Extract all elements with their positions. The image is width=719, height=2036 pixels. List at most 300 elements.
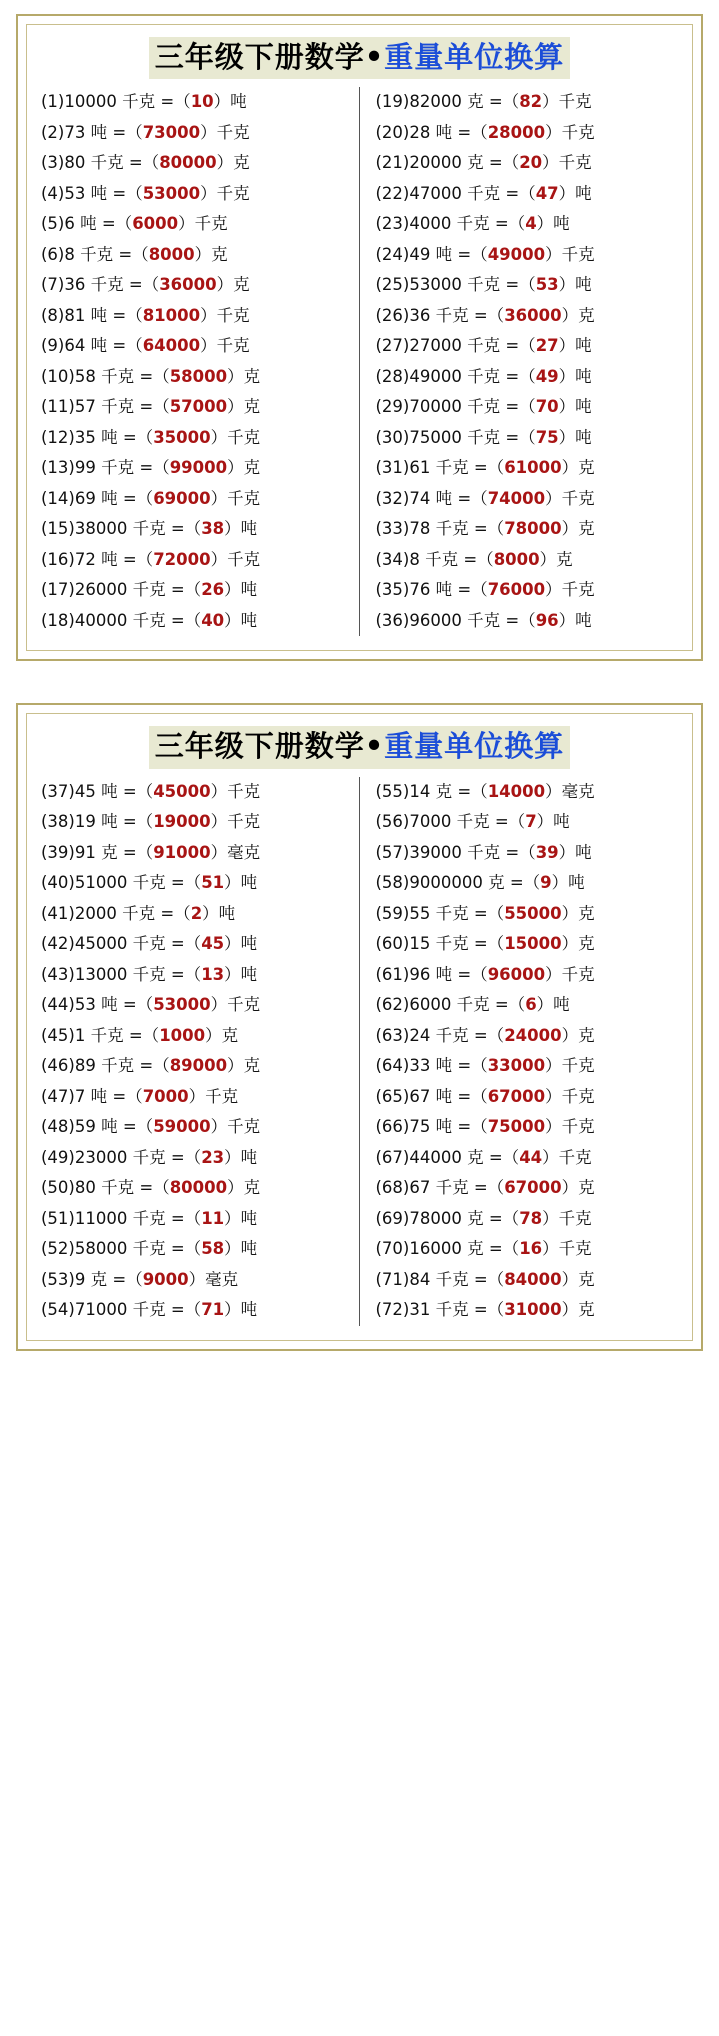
page-title-row	[39, 37, 680, 79]
question-item	[39, 514, 347, 545]
question-item	[374, 777, 681, 808]
question-answer: 39	[535, 842, 559, 862]
question-unit: ）吨	[224, 580, 258, 600]
question-unit: ）千克	[542, 1239, 592, 1258]
question-prompt: (35)76 吨 =（	[375, 580, 488, 600]
question-answer: 51	[201, 873, 225, 892]
question-answer: 96	[535, 610, 559, 630]
question-unit: ）吨	[224, 873, 258, 892]
question-answer: 26	[201, 580, 225, 600]
question-item	[39, 1234, 347, 1265]
question-item	[39, 148, 347, 179]
question-unit: ）毫克	[210, 842, 261, 862]
question-prompt: (64)33 吨 =（	[375, 1056, 488, 1075]
question-answer: 75	[535, 427, 559, 447]
question-prompt: (10)58 千克 =（	[41, 366, 170, 386]
question-prompt: (72)31 千克 =（	[375, 1300, 505, 1319]
question-prompt: (65)67 吨 =（	[375, 1086, 488, 1106]
question-prompt: (40)51000 千克 =（	[41, 873, 202, 892]
question-answer: 64000	[142, 336, 201, 356]
question-prompt: (30)75000 千克 =（	[375, 427, 536, 447]
question-item	[39, 453, 347, 484]
question-item	[374, 575, 681, 606]
question-unit: ）吨	[224, 964, 258, 984]
question-prompt: (56)7000 千克 =（	[375, 812, 526, 831]
question-unit: ）千克	[545, 580, 595, 600]
question-unit: ）克	[561, 305, 595, 325]
question-answer: 78	[519, 1208, 543, 1228]
question-item	[374, 179, 681, 210]
question-unit: ）克	[561, 1269, 595, 1289]
question-answer: 76000	[487, 580, 546, 600]
question-unit: ）吨	[558, 366, 592, 386]
question-item	[374, 1143, 681, 1174]
question-answer: 40	[201, 610, 225, 630]
question-unit: ）克	[227, 397, 261, 417]
question-answer: 19000	[153, 812, 211, 831]
question-answer: 69000	[153, 488, 211, 508]
question-item	[39, 423, 347, 454]
question-unit: ）千克	[542, 153, 592, 173]
question-answer: 67000	[504, 1178, 562, 1197]
question-column-left	[39, 87, 360, 636]
question-unit: ）千克	[200, 183, 250, 203]
question-unit: ）千克	[210, 549, 261, 569]
question-unit: ）克	[227, 1056, 261, 1075]
question-answer: 58000	[169, 366, 228, 386]
question-unit: ）吨	[558, 842, 592, 862]
question-unit: ）吨	[558, 183, 592, 203]
question-item	[39, 301, 347, 332]
question-unit: ）毫克	[188, 1269, 239, 1289]
question-unit: ）千克	[200, 336, 250, 356]
question-column-right	[360, 777, 681, 1326]
question-prompt: (45)1 千克 =（	[41, 1025, 160, 1045]
question-unit: ）吨	[558, 275, 592, 295]
question-item	[374, 1295, 681, 1326]
question-answer: 10	[190, 92, 214, 112]
page-title	[149, 37, 571, 79]
question-unit: ）千克	[545, 244, 595, 264]
question-item	[374, 838, 681, 869]
question-columns	[39, 777, 680, 1326]
question-prompt: (63)24 千克 =（	[375, 1025, 505, 1045]
page-border-outer	[16, 703, 703, 1350]
question-prompt: (17)26000 千克 =（	[41, 580, 202, 600]
question-prompt: (8)81 吨 =（	[41, 305, 143, 325]
question-answer: 91000	[153, 842, 211, 862]
page-title-row	[39, 726, 680, 768]
question-item	[39, 392, 347, 423]
question-item	[39, 575, 347, 606]
question-prompt: (14)69 吨 =（	[41, 488, 154, 508]
question-prompt: (36)96000 千克 =（	[375, 610, 536, 630]
page-border-inner	[26, 713, 693, 1340]
question-answer: 45000	[153, 781, 211, 801]
question-answer: 13	[201, 964, 225, 984]
question-answer: 11	[201, 1208, 225, 1228]
question-answer: 27	[535, 336, 559, 356]
question-unit: ）吨	[551, 873, 585, 892]
question-item	[374, 807, 681, 838]
question-prompt: (37)45 吨 =（	[41, 781, 154, 801]
question-item	[374, 301, 681, 332]
question-prompt: (62)6000 千克 =（	[375, 995, 526, 1014]
question-item	[374, 868, 681, 899]
question-item	[374, 929, 681, 960]
question-item	[374, 270, 681, 301]
question-prompt: (43)13000 千克 =（	[41, 964, 202, 984]
question-answer: 9000	[142, 1269, 189, 1289]
question-prompt: (25)53000 千克 =（	[375, 275, 536, 295]
question-unit: ）克	[227, 366, 261, 386]
question-item	[374, 209, 681, 240]
question-unit: ）克	[216, 275, 250, 295]
question-item	[374, 960, 681, 991]
question-prompt: (60)15 千克 =（	[375, 934, 505, 953]
question-answer: 36000	[159, 275, 217, 295]
question-prompt: (41)2000 千克 =（	[41, 903, 191, 923]
question-answer: 23	[201, 1147, 225, 1167]
question-unit: ）吨	[558, 427, 592, 447]
question-unit: ）克	[561, 1178, 595, 1197]
question-item	[39, 362, 347, 393]
question-unit: ）克	[561, 903, 595, 923]
question-item	[39, 899, 347, 930]
question-answer: 6	[525, 995, 537, 1014]
question-item	[39, 1021, 347, 1052]
question-item	[39, 484, 347, 515]
question-prompt: (55)14 克 =（	[375, 781, 488, 801]
question-prompt: (50)80 千克 =（	[41, 1178, 170, 1197]
question-unit: ）克	[561, 458, 595, 478]
question-item	[39, 179, 347, 210]
question-answer: 53	[535, 275, 559, 295]
question-unit: ）千克	[210, 427, 261, 447]
question-unit: ）千克	[545, 1117, 595, 1136]
question-item	[374, 148, 681, 179]
question-prompt: (27)27000 千克 =（	[375, 336, 536, 356]
question-item	[374, 423, 681, 454]
question-unit: ）千克	[200, 122, 250, 142]
question-prompt: (71)84 千克 =（	[375, 1269, 505, 1289]
question-item	[374, 362, 681, 393]
question-unit: ）千克	[178, 214, 228, 234]
question-item	[39, 545, 347, 576]
question-prompt: (66)75 吨 =（	[375, 1117, 488, 1136]
question-answer: 53000	[153, 995, 211, 1014]
question-item	[39, 807, 347, 838]
question-answer: 45	[201, 934, 225, 953]
page-border-outer	[16, 14, 703, 661]
question-unit: ）吨	[558, 397, 592, 417]
question-prompt: (53)9 克 =（	[41, 1269, 143, 1289]
question-item	[39, 1295, 347, 1326]
question-item	[374, 392, 681, 423]
question-prompt: (5)6 吨 =（	[41, 214, 133, 234]
question-prompt: (31)61 千克 =（	[375, 458, 505, 478]
question-prompt: (2)73 吨 =（	[41, 122, 143, 142]
question-answer: 8000	[148, 244, 195, 264]
question-answer: 49000	[487, 244, 546, 264]
question-unit: ）千克	[545, 1086, 595, 1106]
question-prompt: (16)72 吨 =（	[41, 549, 154, 569]
question-answer: 80000	[159, 153, 217, 173]
question-item	[374, 1112, 681, 1143]
question-prompt: (61)96 吨 =（	[375, 964, 488, 984]
question-unit: ）千克	[210, 781, 261, 801]
question-unit: ）吨	[224, 1208, 258, 1228]
question-prompt: (4)53 吨 =（	[41, 183, 143, 203]
question-answer: 59000	[153, 1117, 211, 1136]
question-prompt: (32)74 吨 =（	[375, 488, 488, 508]
question-prompt: (22)47000 千克 =（	[375, 183, 536, 203]
question-unit: ）克	[539, 549, 573, 569]
question-answer: 4	[525, 214, 537, 234]
page-title-topic: 重量单位换算	[384, 40, 565, 74]
question-item	[39, 1082, 347, 1113]
question-item	[374, 331, 681, 362]
question-prompt: (34)8 千克 =（	[375, 549, 494, 569]
question-item	[374, 1021, 681, 1052]
question-unit: ）吨	[536, 812, 570, 831]
page-title-subject: 三年级下册数学•	[154, 729, 385, 764]
question-columns	[39, 87, 680, 636]
question-answer: 24000	[504, 1025, 562, 1045]
question-column-left	[39, 777, 360, 1326]
question-prompt: (19)82000 克 =（	[375, 92, 520, 112]
question-answer: 20	[519, 153, 543, 173]
question-item	[39, 1173, 347, 1204]
question-unit: ）吨	[224, 610, 258, 630]
question-item	[39, 868, 347, 899]
question-prompt: (48)59 吨 =（	[41, 1117, 154, 1136]
question-item	[39, 1204, 347, 1235]
question-item	[39, 331, 347, 362]
question-unit: ）千克	[545, 964, 595, 984]
question-prompt: (24)49 吨 =（	[375, 244, 488, 264]
question-unit: ）千克	[542, 1147, 592, 1167]
question-item	[374, 1082, 681, 1113]
question-item	[374, 1173, 681, 1204]
question-unit: ）吨	[213, 92, 247, 112]
question-unit: ）吨	[558, 610, 592, 630]
question-answer: 89000	[169, 1056, 228, 1075]
question-prompt: (54)71000 千克 =（	[41, 1300, 202, 1319]
question-answer: 16	[519, 1239, 543, 1258]
question-item	[374, 1234, 681, 1265]
question-prompt: (59)55 千克 =（	[375, 903, 505, 923]
question-answer: 14000	[487, 781, 546, 801]
question-prompt: (11)57 千克 =（	[41, 397, 170, 417]
question-prompt: (21)20000 克 =（	[375, 153, 520, 173]
question-unit: ）克	[561, 1300, 595, 1319]
question-answer: 78000	[504, 519, 562, 539]
question-prompt: (20)28 吨 =（	[375, 122, 488, 142]
question-item	[374, 87, 681, 118]
question-unit: ）千克	[545, 488, 595, 508]
question-unit: ）克	[216, 153, 250, 173]
question-answer: 74000	[487, 488, 546, 508]
question-answer: 7	[525, 812, 537, 831]
question-answer: 81000	[142, 305, 201, 325]
question-answer: 35000	[153, 427, 211, 447]
question-unit: ）克	[227, 1178, 261, 1197]
question-item	[39, 1051, 347, 1082]
worksheet-page	[0, 689, 719, 1360]
question-item	[374, 545, 681, 576]
question-item	[39, 1143, 347, 1174]
question-item	[374, 1051, 681, 1082]
question-item	[374, 990, 681, 1021]
question-item	[374, 899, 681, 930]
page-title	[149, 726, 571, 768]
question-item	[374, 240, 681, 271]
question-unit: ）吨	[224, 1239, 258, 1258]
question-answer: 57000	[169, 397, 228, 417]
question-prompt: (38)19 吨 =（	[41, 812, 154, 831]
question-prompt: (18)40000 千克 =（	[41, 610, 202, 630]
question-answer: 33000	[487, 1056, 546, 1075]
question-prompt: (51)11000 千克 =（	[41, 1208, 202, 1228]
question-answer: 71	[201, 1300, 225, 1319]
question-prompt: (23)4000 千克 =（	[375, 214, 526, 234]
question-unit: ）克	[561, 519, 595, 539]
question-unit: ）吨	[558, 336, 592, 356]
question-item	[39, 777, 347, 808]
question-unit: ）千克	[210, 488, 261, 508]
page-gap	[0, 671, 719, 689]
question-prompt: (9)64 吨 =（	[41, 336, 143, 356]
question-item	[39, 118, 347, 149]
question-prompt: (57)39000 千克 =（	[375, 842, 536, 862]
question-unit: ）克	[194, 244, 228, 264]
question-unit: ）千克	[210, 812, 261, 831]
question-answer: 58	[201, 1239, 225, 1258]
question-prompt: (15)38000 千克 =（	[41, 519, 202, 539]
question-item	[374, 453, 681, 484]
question-unit: ）吨	[202, 903, 236, 923]
question-unit: ）千克	[542, 92, 592, 112]
question-answer: 28000	[487, 122, 546, 142]
question-prompt: (52)58000 千克 =（	[41, 1239, 202, 1258]
question-prompt: (68)67 千克 =（	[375, 1178, 505, 1197]
question-answer: 2	[190, 903, 203, 923]
question-answer: 82	[519, 92, 543, 112]
question-answer: 9	[540, 873, 552, 892]
question-prompt: (49)23000 千克 =（	[41, 1147, 202, 1167]
question-prompt: (67)44000 克 =（	[375, 1147, 520, 1167]
question-unit: ）克	[561, 1025, 595, 1045]
question-item	[39, 240, 347, 271]
question-prompt: (42)45000 千克 =（	[41, 934, 202, 953]
question-prompt: (47)7 吨 =（	[41, 1086, 143, 1106]
question-item	[39, 606, 347, 637]
question-answer: 55000	[504, 903, 562, 923]
question-answer: 44	[519, 1147, 543, 1167]
question-prompt: (3)80 千克 =（	[41, 153, 160, 173]
page-border-inner	[26, 24, 693, 651]
question-answer: 53000	[142, 183, 201, 203]
question-unit: ）吨	[536, 995, 570, 1014]
question-item	[39, 1112, 347, 1143]
question-column-right	[360, 87, 681, 636]
question-unit: ）克	[227, 458, 261, 478]
question-unit: ）吨	[224, 1147, 258, 1167]
question-unit: ）千克	[545, 122, 595, 142]
question-item	[39, 838, 347, 869]
question-unit: ）千克	[210, 995, 261, 1014]
worksheet-page	[0, 0, 719, 671]
question-item	[39, 209, 347, 240]
question-answer: 67000	[487, 1086, 546, 1106]
question-prompt: (28)49000 千克 =（	[375, 366, 536, 386]
question-unit: ）克	[205, 1025, 239, 1045]
question-unit: ）千克	[200, 305, 250, 325]
question-answer: 7000	[142, 1086, 189, 1106]
question-answer: 99000	[169, 458, 228, 478]
question-unit: ）毫克	[545, 781, 595, 801]
question-unit: ）克	[561, 934, 595, 953]
question-prompt: (58)9000000 克 =（	[375, 873, 541, 892]
question-answer: 8000	[493, 549, 540, 569]
question-item	[39, 960, 347, 991]
page-title-subject: 三年级下册数学•	[154, 40, 385, 74]
question-item	[39, 270, 347, 301]
question-answer: 36000	[504, 305, 562, 325]
question-unit: ）千克	[545, 1056, 595, 1075]
question-prompt: (69)78000 克 =（	[375, 1208, 520, 1228]
question-prompt: (12)35 吨 =（	[41, 427, 154, 447]
question-answer: 1000	[159, 1025, 206, 1045]
question-unit: ）千克	[542, 1208, 592, 1228]
question-item	[39, 87, 347, 118]
question-answer: 61000	[504, 458, 562, 478]
question-unit: ）千克	[210, 1117, 261, 1136]
question-prompt: (6)8 千克 =（	[41, 244, 149, 264]
question-answer: 72000	[153, 549, 211, 569]
question-answer: 70	[535, 397, 559, 417]
question-answer: 84000	[504, 1269, 562, 1289]
question-item	[39, 1265, 347, 1296]
question-item	[39, 990, 347, 1021]
question-item	[374, 514, 681, 545]
question-unit: ）吨	[224, 519, 258, 539]
page-title-topic: 重量单位换算	[384, 729, 565, 764]
question-prompt: (33)78 千克 =（	[375, 519, 505, 539]
question-prompt: (7)36 千克 =（	[41, 275, 160, 295]
question-item	[39, 929, 347, 960]
question-answer: 75000	[487, 1117, 546, 1136]
question-prompt: (1)10000 千克 =（	[41, 92, 191, 112]
question-unit: ）吨	[536, 214, 570, 234]
question-prompt: (13)99 千克 =（	[41, 458, 170, 478]
question-item	[374, 1204, 681, 1235]
question-unit: ）千克	[188, 1086, 239, 1106]
question-prompt: (44)53 吨 =（	[41, 995, 154, 1014]
question-answer: 80000	[169, 1178, 228, 1197]
question-item	[374, 118, 681, 149]
question-prompt: (39)91 克 =（	[41, 842, 154, 862]
question-answer: 96000	[487, 964, 546, 984]
question-answer: 38	[201, 519, 225, 539]
question-item	[374, 606, 681, 637]
question-unit: ）吨	[224, 1300, 258, 1319]
question-answer: 47	[535, 183, 559, 203]
question-item	[374, 1265, 681, 1296]
question-answer: 49	[535, 366, 559, 386]
question-answer: 31000	[504, 1300, 562, 1319]
